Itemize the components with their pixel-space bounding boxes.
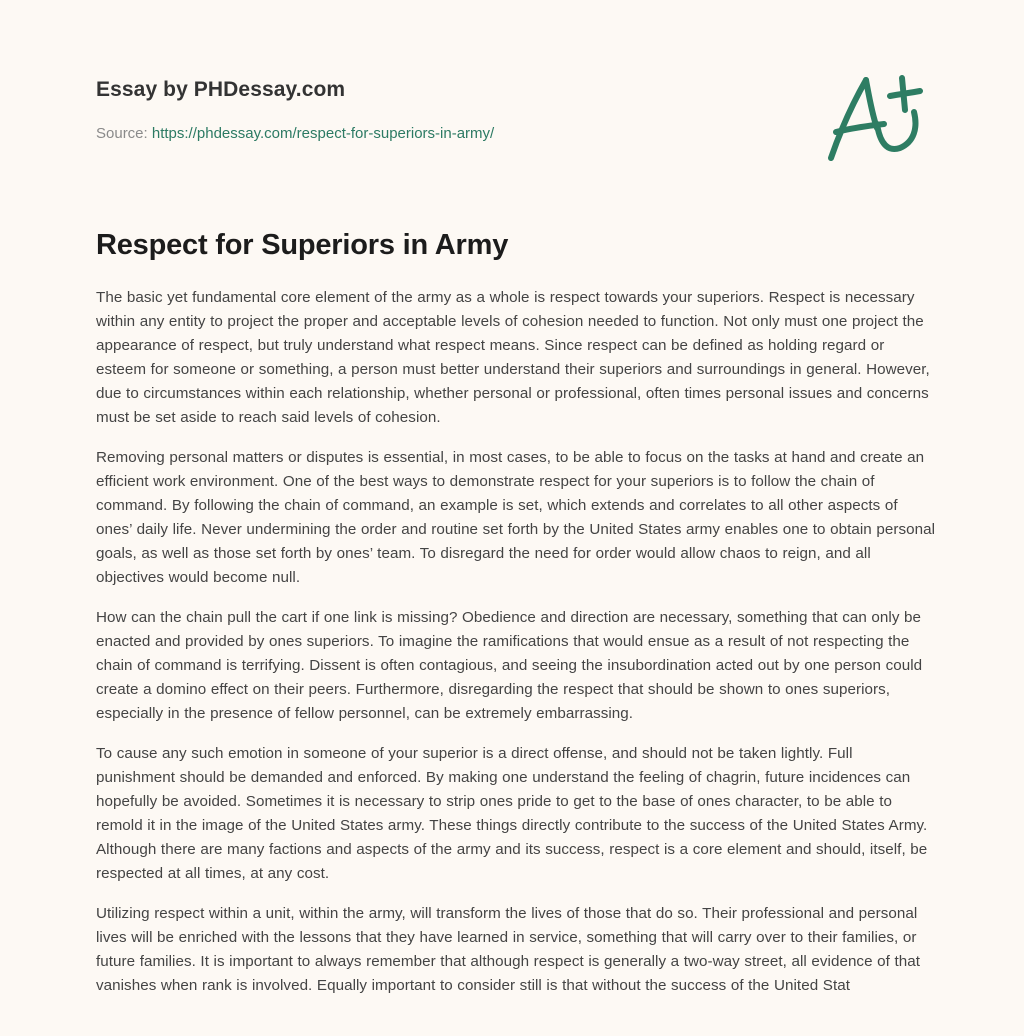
a-plus-grade-icon xyxy=(822,66,932,166)
source-label: Source: xyxy=(96,125,152,142)
essay-paragraph-2: Removing personal matters or disputes is essential, in most cases, to be able to focus on the tasks at hand and create an efficient work environment. One of the best ways to demonstrate respect for your superiors is to follow the chain of command. By following the chain of command, an example is set, which extends and correlates to all other aspects of ones’ daily life. Never undermining the order and routine set forth by the United States army enables one to obtain personal goals, as well as those set forth by ones’ team. To disregard the need for order would allow chaos to reign, and all objectives would become null. xyxy=(96,449,935,586)
essay-paragraph-1: The basic yet fundamental core element of the army as a whole is respect towards your superiors. Respect is necessary within any entity to project the proper and acceptable levels of cohesion needed to function. Not only must one project the appearance of respect, but truly understand what respect means. Since respect can be defined as holding regard or esteem for someone or something, a person must better understand their superiors and surroundings in general. However, due to circumstances within each relationship, whether personal or professional, often times personal issues and concerns must be set aside to reach said levels of cohesion. xyxy=(96,289,930,426)
source-link[interactable]: https://phdessay.com/respect-for-superiors-in-army/ xyxy=(151,125,495,142)
essay-paragraph-3: How can the chain pull the cart if one link is missing? Obedience and direction are necessary, something that can only be enacted and provided by ones superiors. To imagine the ramifications that would ensue as a result of not respecting the chain of command is terrifying. Dissent is often contagious, and seeing the insubordination acted out by one person could create a domino effect on their peers. Furthermore, disregarding the respect that should be shown to ones superiors, especially in the presence of fellow personnel, can be extremely embarrassing. xyxy=(96,609,923,722)
page-header xyxy=(96,74,928,142)
essay-paragraph-4: To cause any such emotion in someone of your superior is a direct offense, and should not be taken lightly. Full punishment should be demanded and enforced. By making one understand the feeling of chagrin, future incidences can hopefully be avoided. Sometimes it is necessary to strip ones pride to get to the base of ones character, to be able to remold it in the image of the United States army. These things directly contribute to the success of the United States Army. Although there are many factions and aspects of the army and its success, respect is a core element and should, itself, be respected at all times, at any cost. xyxy=(96,745,928,882)
site-title: Essay by PHDessay.com xyxy=(96,78,346,101)
source-line xyxy=(96,124,494,144)
essay-article xyxy=(96,224,936,994)
essay-title: Respect for Superiors in Army xyxy=(96,229,509,261)
essay-paragraph-5: Utilizing respect within a unit, within the army, will transform the lives of those that do so. Their professional and personal lives will be enriched with the lessons that they have learned in service, something that will carry over to their families, or future families. It is important to always remember that although respect is generally a two-way street, all evidence of that vanishes when rank is involved. Equally important to consider still is that without the success of the United Stat xyxy=(96,905,921,994)
